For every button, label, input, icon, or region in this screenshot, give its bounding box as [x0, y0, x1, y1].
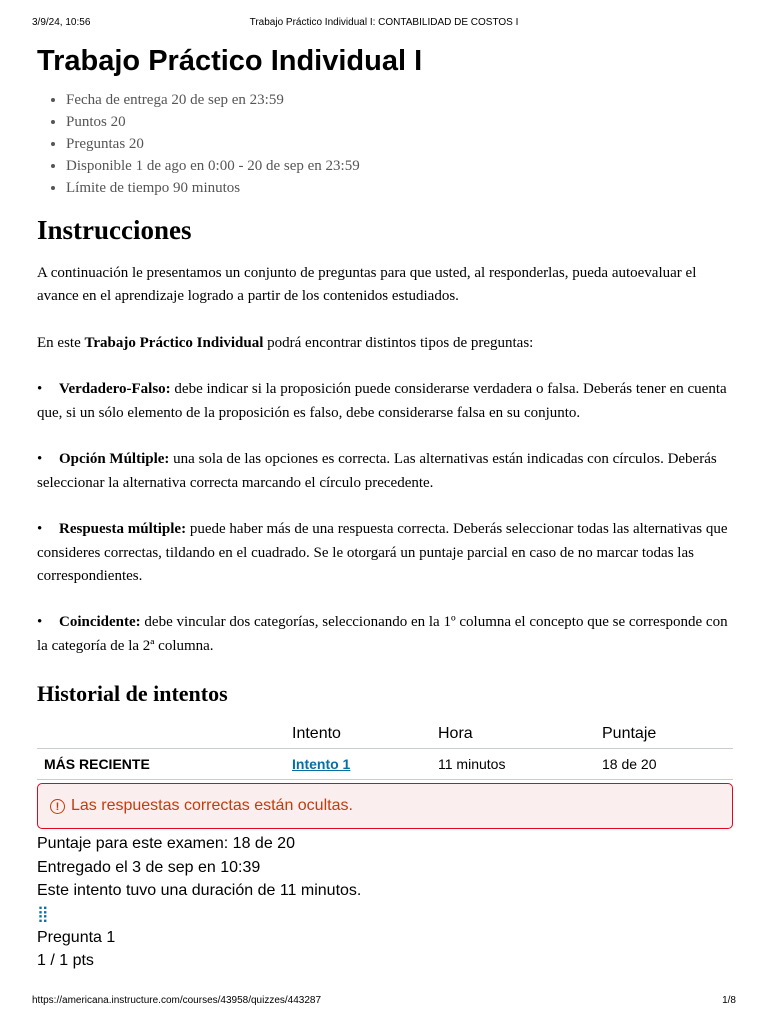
attempt-summary — [37, 832, 733, 973]
quiz-content — [37, 40, 733, 973]
question-title: Pregunta 1 — [37, 928, 116, 946]
exam-score: Puntaje para este examen: 18 de 20 — [37, 835, 295, 853]
question-type-matching: • Coincidente: debe vincular dos categorías, seleccionando en la 1º columna el concepto que se corresponde con la categoría de la 2ª columna. — [37, 614, 728, 654]
hidden-answers-alert — [37, 783, 733, 829]
print-url: https://americana.instructure.com/courses/43958/quizzes/443287 — [32, 995, 322, 1006]
column-header-score: Puntaje — [602, 720, 733, 749]
table-header-row — [37, 720, 733, 749]
drag-handle-icon[interactable]: ⣿ — [37, 905, 49, 923]
alert-text: Las respuestas correctas están ocultas. — [71, 797, 353, 815]
question-type-true-false: • Verdadero-Falso: debe indicar si la proposición puede considerarse verdadera o falsa. Deberás tener en cuenta que, si un sólo elemento de la proposición es falso, debe considerarse falsa en su conjunto. — [37, 381, 727, 421]
question-points: 1 / 1 pts — [37, 952, 94, 970]
attempt-time: 11 minutos — [438, 749, 602, 780]
question-type-multiple-answer: • Respuesta múltiple: puede haber más de una respuesta correcta. Deberás seleccionar todas las alternativas que consideres correctas, tildando en el cuadrado. Se le otorgará un puntaje parcial en caso de no marcar todas las correspondientes. — [37, 521, 728, 584]
column-header-blank — [37, 720, 292, 749]
print-datetime: 3/9/24, 10:56 — [32, 17, 91, 28]
attempt-1-link[interactable]: Intento 1 — [292, 756, 351, 773]
attempt-score: 18 de 20 — [602, 749, 733, 780]
detail-due-date: • Fecha de entrega 20 de sep en 23:59 — [66, 89, 733, 111]
question-types-intro: En este Trabajo Práctico Individual podrá encontrar distintos tipos de preguntas: — [37, 334, 534, 351]
print-page-number: 1/8 — [722, 995, 736, 1006]
quiz-details-list — [37, 89, 733, 199]
alert-circle-icon: ! — [50, 799, 65, 814]
instructions-heading: Instrucciones — [37, 215, 192, 245]
most-recent-label: MÁS RECIENTE — [37, 749, 292, 780]
column-header-attempt: Intento — [292, 720, 438, 749]
attempt-duration: Este intento tuvo una duración de 11 minutos. — [37, 882, 362, 900]
detail-available: • Disponible 1 de ago en 0:00 - 20 de sep en 23:59 — [66, 155, 733, 177]
attempt-history-table — [37, 720, 733, 780]
instructions-intro: A continuación le presentamos un conjunto de preguntas para que usted, al responderlas, pueda autoevaluar el avance en el aprendizaje logrado a partir de los contenidos estudiados. — [37, 265, 697, 305]
submitted-at: Entregado el 3 de sep en 10:39 — [37, 858, 261, 876]
quiz-title: Trabajo Práctico Individual I — [37, 45, 423, 77]
detail-time-limit: • Límite de tiempo 90 minutos — [66, 177, 733, 199]
detail-questions: • Preguntas 20 — [66, 133, 733, 155]
instructions-body — [37, 262, 733, 658]
table-row — [37, 749, 733, 780]
column-header-time: Hora — [438, 720, 602, 749]
print-header — [32, 17, 736, 31]
question-type-multiple-choice: • Opción Múltiple: una sola de las opciones es correcta. Las alternativas están indicadas con círculos. Deberás seleccionar la alternativa correcta marcando el círculo precedente. — [37, 451, 717, 491]
print-page-title: Trabajo Práctico Individual I: CONTABILIDAD DE COSTOS I — [249, 17, 519, 28]
detail-points: • Puntos 20 — [66, 111, 733, 133]
attempt-history-heading: Historial de intentos — [37, 681, 228, 707]
print-footer — [32, 995, 736, 1009]
